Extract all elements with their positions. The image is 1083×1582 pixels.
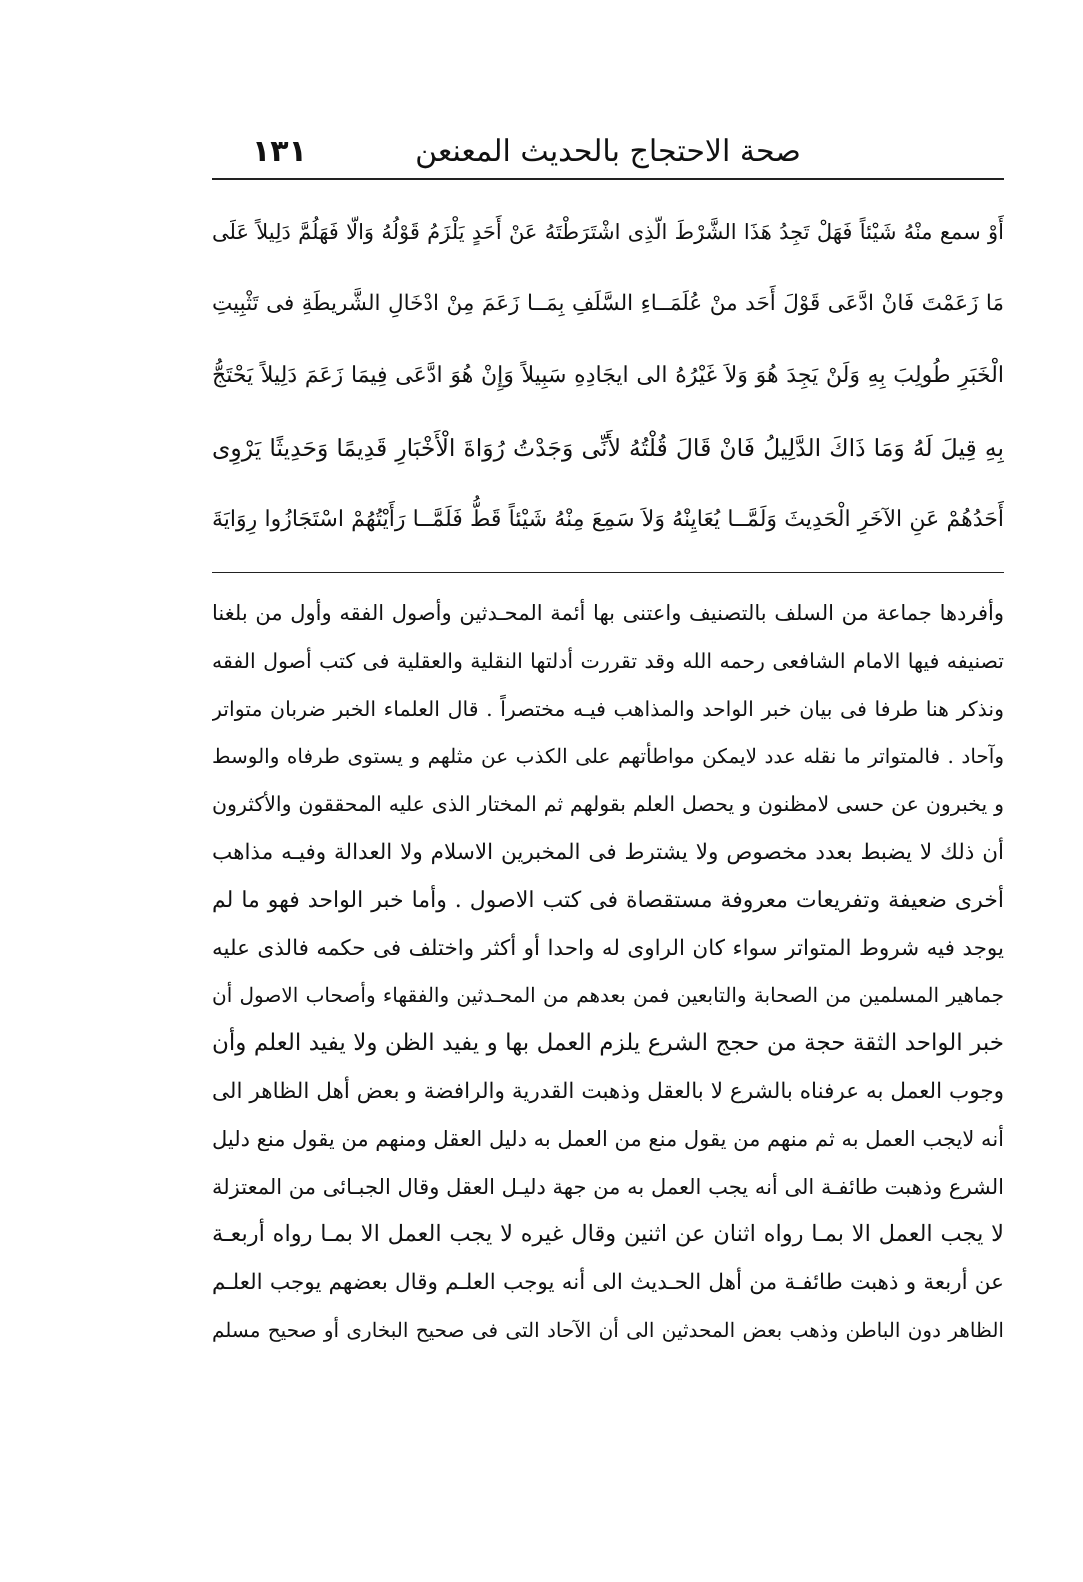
commentary-line: يوجد فيه شروط المتواتر سواء كان الراوى له واحدا أو أكثر واختلف فى حكمه فالذى عليه xyxy=(212,935,1004,961)
main-text-line: مَا زَعَمْتَ فَانْ ادَّعَى قَوْلَ أَحَد منْ عُلَمَــاءِ السَّلَفِ بِمَــا زَعَمَ مِنْ ادْخَالِ الشَّريطَةِ فى تَثْبِيتِ xyxy=(212,291,1004,316)
commentary-line: الظاهر دون الباطن وذهب بعض المحدثين الى أن الآحاد التى فى صحيح البخارى أو صحيح مسلم xyxy=(212,1317,1004,1342)
main-text-line: بِهِ قِيلَ لَهُ وَمَا ذَاكَ الدَّلِيلُ فَانْ قَالَ قُلْتُهُ لأَنِّى وَجَدْتُ رُوَاةَ الْأَخْبَارِ قَدِيمًا وَحَدِيثًا يَرْوِى xyxy=(212,434,1004,462)
commentary-line: لا يجب العمل الا بمـا رواه اثنان عن اثنين وقال غيره لا يجب العمل الا بمـا رواه أربعـة xyxy=(212,1221,1004,1248)
running-title: صحة الاحتجاج بالحديث المعنعن xyxy=(415,134,801,169)
main-text-line: أَوْ سمع منْهُ شَيْئاً فَهَلْ تَجِدُ هَذَا الشَّرْطَ الّذِى اشْتَرَطْتَهُ عَنْ أَحَدٍ يَلْزَمُ قَوْلُهُ وَالّا فَهَلُمَّ دَلِيلاً عَلَى xyxy=(212,220,1004,244)
commentary-line: جماهير المسلمين من الصحابة والتابعين فمن بعدهم من المحـدثين والفقهاء وأصحاب الاصول أن xyxy=(212,983,1004,1008)
page-header xyxy=(212,128,1004,176)
commentary-line: و يخبرون عن حسى لامظنون و يحصل العلم بقولهم ثم المختار الذى عليه المحققون والأكثرون xyxy=(212,792,1004,817)
commentary-line: أن ذلك لا يضبط بعدد مخصوص ولا يشترط فى المخبرين الاسلام ولا العدالة وفيـه مذاهب xyxy=(212,839,1004,865)
commentary-line: الشرع وذهبت طائفـة الى أنه يجب العمل به من جهة دليـل العقل وقال الجبـائى من المعتزلة xyxy=(212,1174,1004,1199)
header-divider xyxy=(212,178,1004,180)
commentary-block xyxy=(212,590,1004,1355)
commentary-line: خبر الواحد الثقة حجة من حجج الشرع يلزم العمل بها و يفيد الظن ولا يفيد العلم وأن xyxy=(212,1030,1004,1057)
commentary-line: عن أربعة و ذهبت طائفـة من أهل الحـديث الى أنه يوجب العلـم وقال بعضهم يوجب العلـم xyxy=(212,1270,1004,1296)
page-number: ١٣١ xyxy=(252,134,307,169)
main-text-line: الْخَبَرِ طُولِبَ بِهِ وَلَنْ يَجِدَ هُوَ وَلاَ غَيْرُهُ الى ايجَادِهِ سَبِيلاً وَإِنْ هُوَ ادَّعَى فِيمَا زَعَمَ دَلِيلاً يَحْتَجُّ xyxy=(212,363,1004,388)
commentary-line: أخرى ضعيفة وتفريعات معروفة مستقصاة فى كتب الاصول . وأما خبر الواحد فهو ما لم xyxy=(212,887,1004,913)
commentary-line: وأفردها جماعة من السلف بالتصنيف واعتنى بها أئمة المحـدثين وأصول الفقه وأول من بلغنا xyxy=(212,601,1004,625)
commentary-line: تصنيفه فيها الامام الشافعى رحمه الله وقد تقررت أدلتها النقلية والعقلية فى كتب أصول الفقه xyxy=(212,648,1004,673)
commentary-line: ونذكر هنا طرفا فى بيان خبر الواحد والمذاهب فيـه مختصراً . قال العلماء الخبر ضربان متواتر xyxy=(212,696,1004,721)
commentary-line: وآحاد . فالمتواتر ما نقله عدد لايمكن مواطأتهم على الكذب عن مثلهم و يستوى طرفاه والوسط xyxy=(212,744,1004,769)
main-text-line: أَحَدُهُمْ عَنِ الآخَرِ الْحَدِيثَ وَلَمَّــا يُعَايِنْهُ وَلاَ سَمِعَ مِنْهُ شَيْئاً قَطُّ فَلَمَّــا رَأَيْتُهُمْ اسْتَجَازُوا رِوَايَةَ xyxy=(212,507,1004,532)
main-text-block xyxy=(212,196,1004,556)
footnote-divider xyxy=(212,572,1004,573)
commentary-line: وجوب العمل به عرفناه بالشرع لا بالعقل وذهبت القدرية والرافضة و بعض أهل الظاهر الى xyxy=(212,1078,1004,1104)
commentary-line: أنه لايجب العمل به ثم منهم من يقول منع من العمل به دليل العقل ومنهم من يقول منع دليل xyxy=(212,1126,1004,1151)
